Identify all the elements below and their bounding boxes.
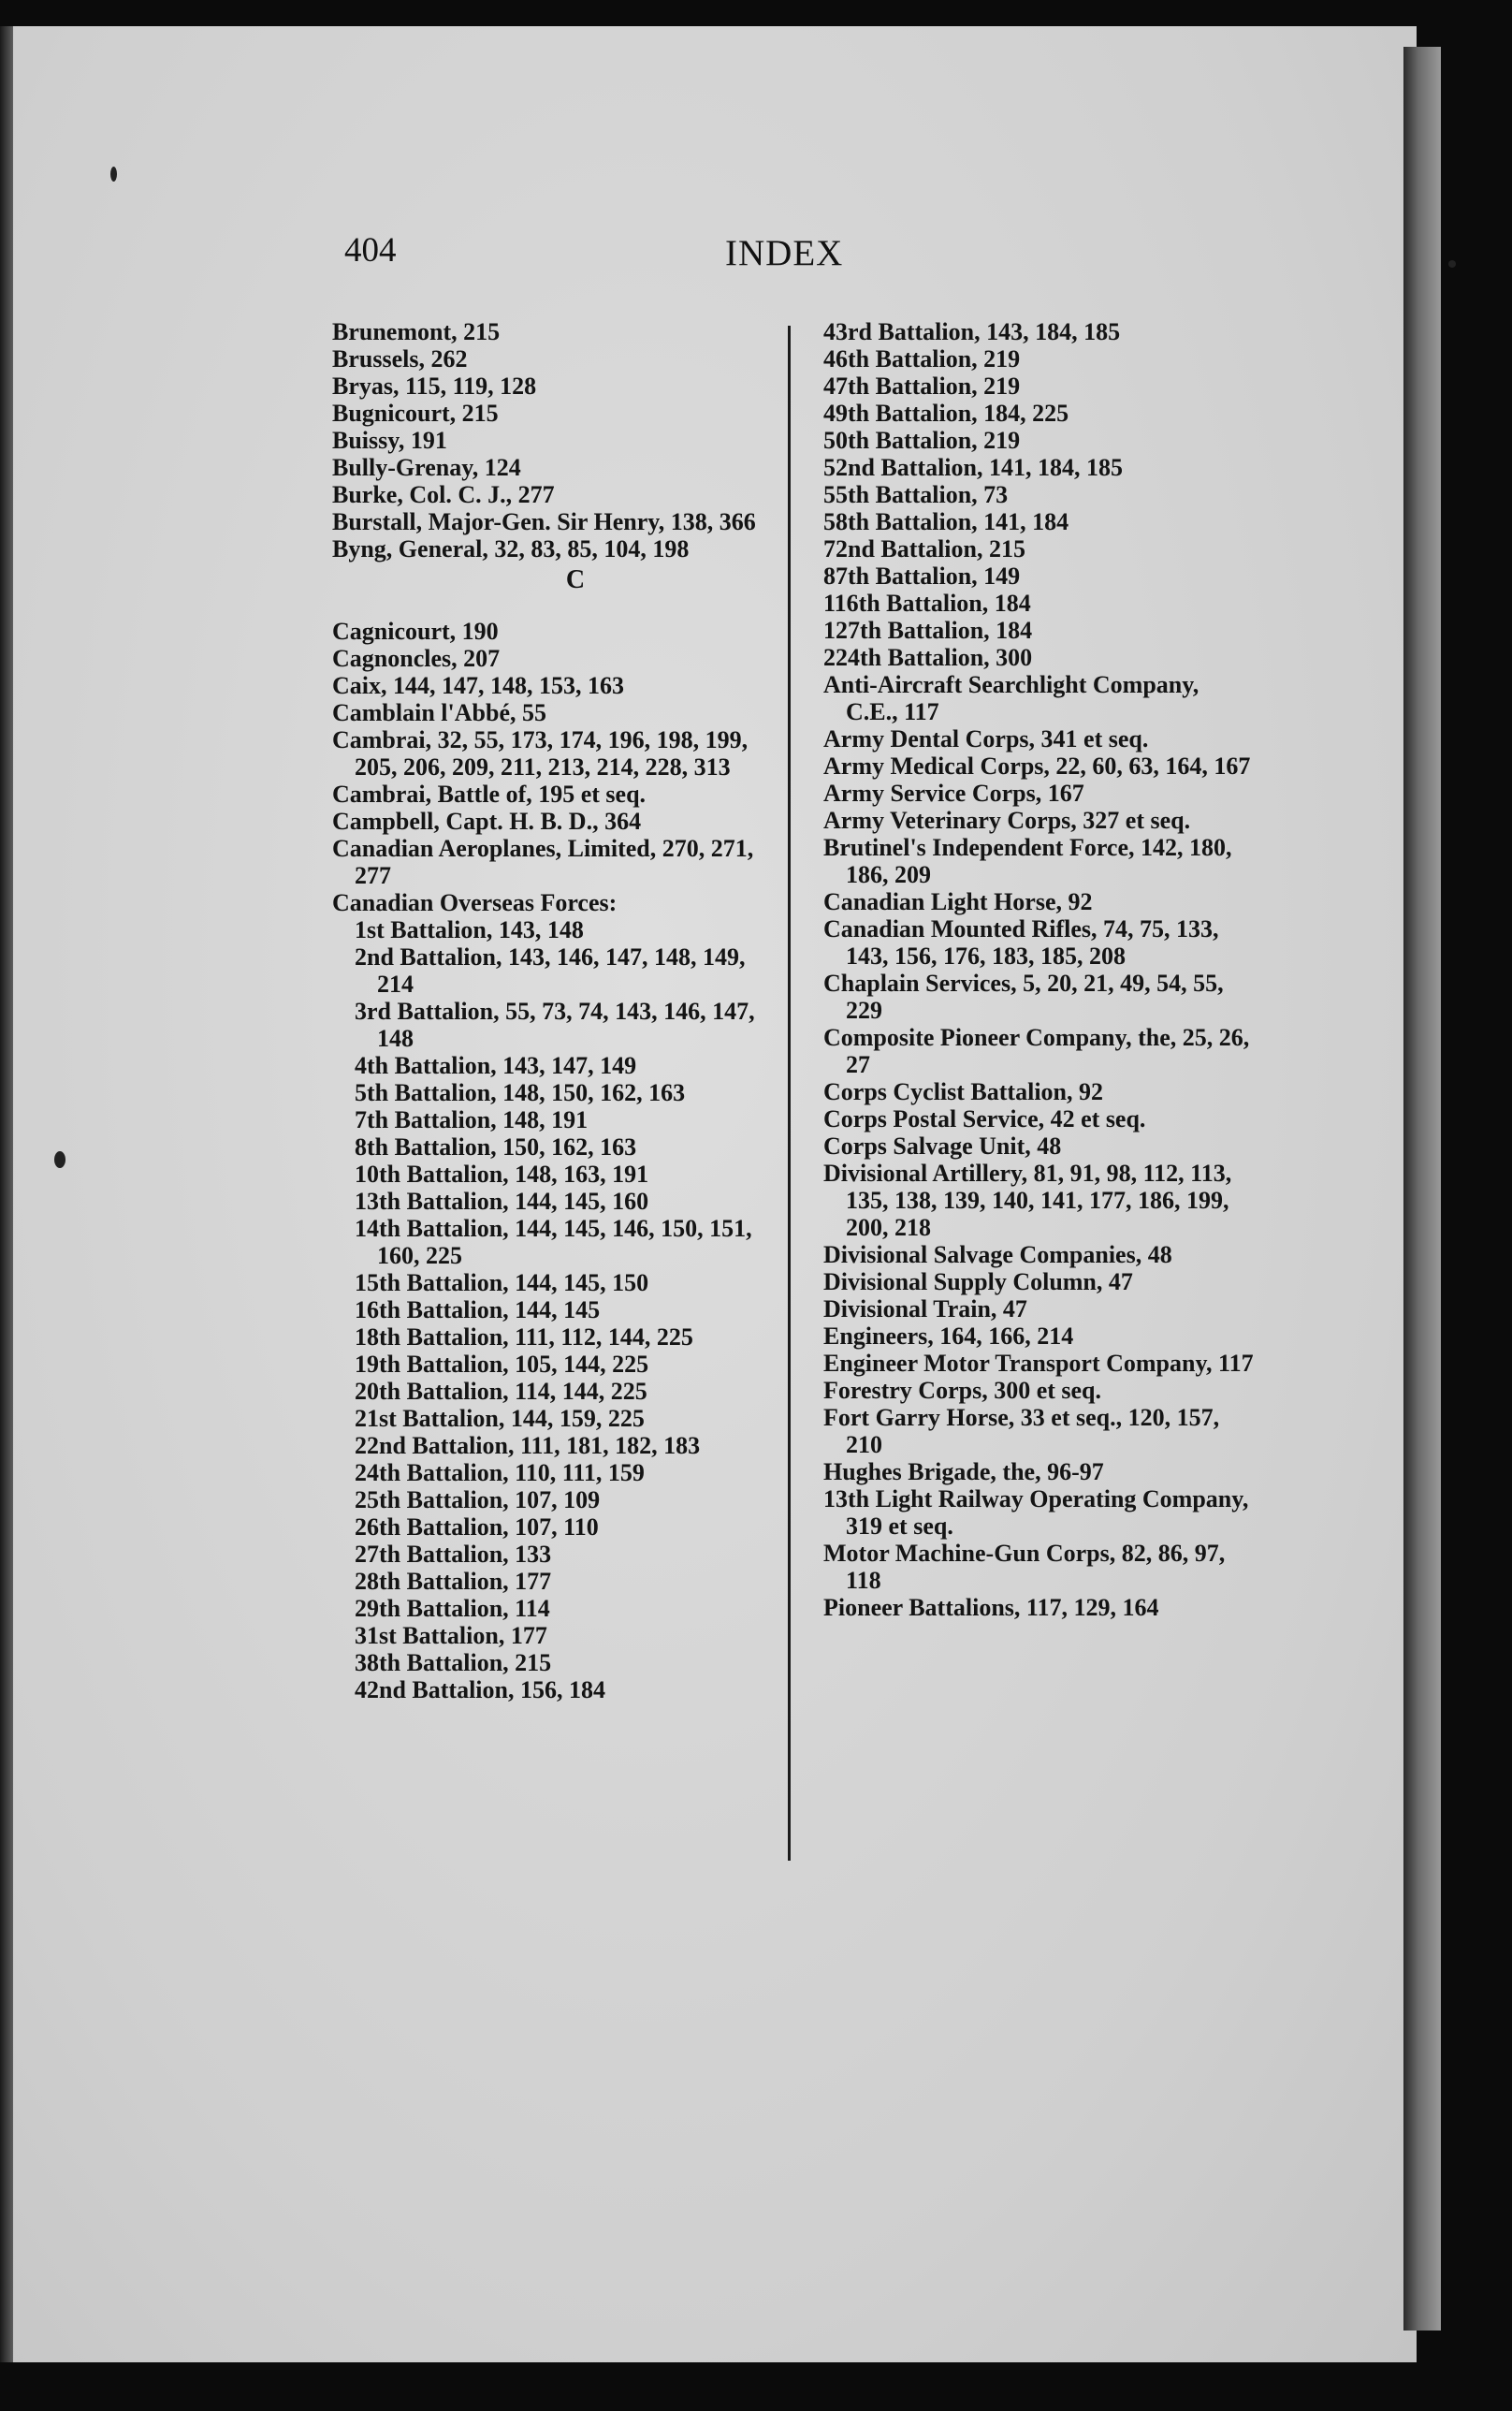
index-sub-entry: 20th Battalion, 114, 144, 225 <box>355 1378 647 1405</box>
index-sub-entry: Engineers, 164, 166, 214 <box>823 1322 1074 1350</box>
index-sub-entry: Corps Salvage Unit, 48 <box>823 1132 1062 1160</box>
index-sub-entry: 26th Battalion, 107, 110 <box>355 1513 599 1541</box>
scan-speck <box>1448 260 1456 268</box>
index-sub-entry: 43rd Battalion, 143, 184, 185 <box>823 318 1121 345</box>
index-entry: Byng, General, 32, 83, 85, 104, 198 <box>332 535 690 563</box>
index-sub-entry: 55th Battalion, 73 <box>823 481 1009 508</box>
index-entry: Bryas, 115, 119, 128 <box>332 373 537 400</box>
index-sub-entry: Engineer Motor Transport Company, 117 <box>823 1350 1254 1377</box>
index-sub-entry: Canadian Light Horse, 92 <box>823 888 1093 915</box>
index-entry: Campbell, Capt. H. B. D., 364 <box>332 808 642 835</box>
index-sub-entry: 87th Battalion, 149 <box>823 563 1021 590</box>
index-sub-entry: 13th Light Railway Operating Company, 319 et seq. <box>823 1485 1255 1540</box>
index-sub-entry: 46th Battalion, 219 <box>823 345 1021 373</box>
index-sub-entry: 31st Battalion, 177 <box>355 1622 547 1649</box>
index-column-right <box>823 318 1254 1621</box>
running-title: INDEX <box>725 233 844 273</box>
index-sub-entry: 19th Battalion, 105, 144, 225 <box>355 1351 649 1378</box>
index-sub-entry: 38th Battalion, 215 <box>355 1649 552 1676</box>
index-sub-entry: Divisional Artillery, 81, 91, 98, 112, 113, 135, 138, 139, 140, 141, 177, 186, 199, 200, 218 <box>823 1160 1238 1241</box>
index-sub-entry: 21st Battalion, 144, 159, 225 <box>355 1405 645 1432</box>
index-entry: Canadian Aeroplanes, Limited, 270, 271, 277 <box>332 835 760 889</box>
index-entry: Cambrai, 32, 55, 173, 174, 196, 198, 199, 205, 206, 209, 211, 213, 214, 228, 313 <box>332 726 754 781</box>
index-sub-entry: Canadian Mounted Rifles, 74, 75, 133, 143, 156, 176, 183, 185, 208 <box>823 915 1226 970</box>
index-sub-entry: Army Veterinary Corps, 327 et seq. <box>823 807 1191 834</box>
index-sub-entry: 52nd Battalion, 141, 184, 185 <box>823 454 1123 481</box>
section-letter: C <box>565 565 586 594</box>
index-sub-entry: 14th Battalion, 144, 145, 146, 150, 151, 160, 225 <box>355 1215 759 1269</box>
index-sub-entry: 18th Battalion, 111, 112, 144, 225 <box>355 1323 693 1351</box>
index-sub-entry: Army Dental Corps, 341 et seq. <box>823 725 1149 753</box>
index-sub-entry: 15th Battalion, 144, 145, 150 <box>355 1269 649 1296</box>
index-entry: Buissy, 191 <box>332 427 447 454</box>
index-sub-entry: Brutinel's Independent Force, 142, 180, 186, 209 <box>823 834 1238 888</box>
index-sub-entry: 13th Battalion, 144, 145, 160 <box>355 1188 649 1215</box>
index-entry: Brussels, 262 <box>332 345 468 373</box>
sub-entry-list <box>332 916 763 1703</box>
index-sub-entry: 116th Battalion, 184 <box>823 590 1031 617</box>
index-sub-entry: 2nd Battalion, 143, 146, 147, 148, 149, 214 <box>355 943 751 998</box>
index-sub-entry: 224th Battalion, 300 <box>823 644 1033 671</box>
index-sub-entry: 3rd Battalion, 55, 73, 74, 143, 146, 147, 148 <box>355 998 762 1052</box>
index-sub-entry: 25th Battalion, 107, 109 <box>355 1486 601 1513</box>
index-sub-entry: Motor Machine-Gun Corps, 82, 86, 97, 118 <box>823 1540 1231 1594</box>
index-entry: Camblain l'Abbé, 55 <box>332 699 546 726</box>
index-sub-entry: Chaplain Services, 5, 20, 21, 49, 54, 55, 229 <box>823 970 1230 1024</box>
index-sub-entry: Army Medical Corps, 22, 60, 63, 164, 167 <box>823 753 1251 780</box>
scan-speck <box>54 1151 65 1168</box>
index-entry: Burke, Col. C. J., 277 <box>332 481 555 508</box>
index-sub-entry: Forestry Corps, 300 et seq. <box>823 1377 1102 1404</box>
index-entry: Cagnicourt, 190 <box>332 618 499 645</box>
index-sub-entry: 42nd Battalion, 156, 184 <box>355 1676 605 1703</box>
index-sub-entry: 50th Battalion, 219 <box>823 427 1021 454</box>
index-sub-entry: Composite Pioneer Company, the, 25, 26, 27 <box>823 1024 1256 1078</box>
index-entry: Burstall, Major-Gen. Sir Henry, 138, 366 <box>332 508 756 535</box>
index-sub-entry: Army Service Corps, 167 <box>823 780 1084 807</box>
index-sub-entry: Divisional Salvage Companies, 48 <box>823 1241 1172 1268</box>
index-sub-entry: 28th Battalion, 177 <box>355 1568 552 1595</box>
index-sub-entry: 49th Battalion, 184, 225 <box>823 400 1069 427</box>
index-column-left <box>332 318 763 1703</box>
index-sub-entry: Divisional Supply Column, 47 <box>823 1268 1133 1295</box>
index-sub-entry: 47th Battalion, 219 <box>823 373 1021 400</box>
page-header <box>344 230 868 286</box>
index-sub-entry: 24th Battalion, 110, 111, 159 <box>355 1459 645 1486</box>
index-sub-entry: 1st Battalion, 143, 148 <box>355 916 584 943</box>
index-sub-entry: Hughes Brigade, the, 96-97 <box>823 1458 1104 1485</box>
index-sub-entry: Divisional Train, 47 <box>823 1295 1027 1322</box>
index-sub-entry: 127th Battalion, 184 <box>823 617 1033 644</box>
index-entry: Cambrai, Battle of, 195 et seq. <box>332 781 647 808</box>
index-entry: Cagnoncles, 207 <box>332 645 501 672</box>
index-sub-entry: Corps Postal Service, 42 et seq. <box>823 1105 1146 1132</box>
scan-speck <box>110 167 117 182</box>
index-sub-entry: 4th Battalion, 143, 147, 149 <box>355 1052 637 1079</box>
index-sub-entry: 5th Battalion, 148, 150, 162, 163 <box>355 1079 686 1106</box>
index-entry: Caix, 144, 147, 148, 153, 163 <box>332 672 624 699</box>
index-sub-entry: 27th Battalion, 133 <box>355 1541 552 1568</box>
index-sub-entry: Corps Cyclist Battalion, 92 <box>823 1078 1103 1105</box>
column-divider <box>788 326 791 1861</box>
scan-right-edge <box>1403 47 1441 2331</box>
index-sub-entry: 16th Battalion, 144, 145 <box>355 1296 601 1323</box>
index-entry: Bully-Grenay, 124 <box>332 454 521 481</box>
index-sub-entry: 8th Battalion, 150, 162, 163 <box>355 1133 637 1161</box>
index-sub-entry: Fort Garry Horse, 33 et seq., 120, 157, 210 <box>823 1404 1226 1458</box>
index-sub-entry: 7th Battalion, 148, 191 <box>355 1106 589 1133</box>
index-sub-entry: 10th Battalion, 148, 163, 191 <box>355 1161 649 1188</box>
index-entry: Canadian Overseas Forces: <box>332 889 618 916</box>
index-entry: Bugnicourt, 215 <box>332 400 499 427</box>
index-sub-entry: 22nd Battalion, 111, 181, 182, 183 <box>355 1432 701 1459</box>
index-sub-entry: 29th Battalion, 114 <box>355 1595 550 1622</box>
index-sub-entry: Pioneer Battalions, 117, 129, 164 <box>823 1594 1159 1621</box>
index-sub-entry: 58th Battalion, 141, 184 <box>823 508 1069 535</box>
index-sub-entry: Anti-Aircraft Searchlight Company, C.E., 117 <box>823 671 1205 725</box>
index-entry: Brunemont, 215 <box>332 318 501 345</box>
page-number: 404 <box>344 231 397 270</box>
index-sub-entry: 72nd Battalion, 215 <box>823 535 1025 563</box>
